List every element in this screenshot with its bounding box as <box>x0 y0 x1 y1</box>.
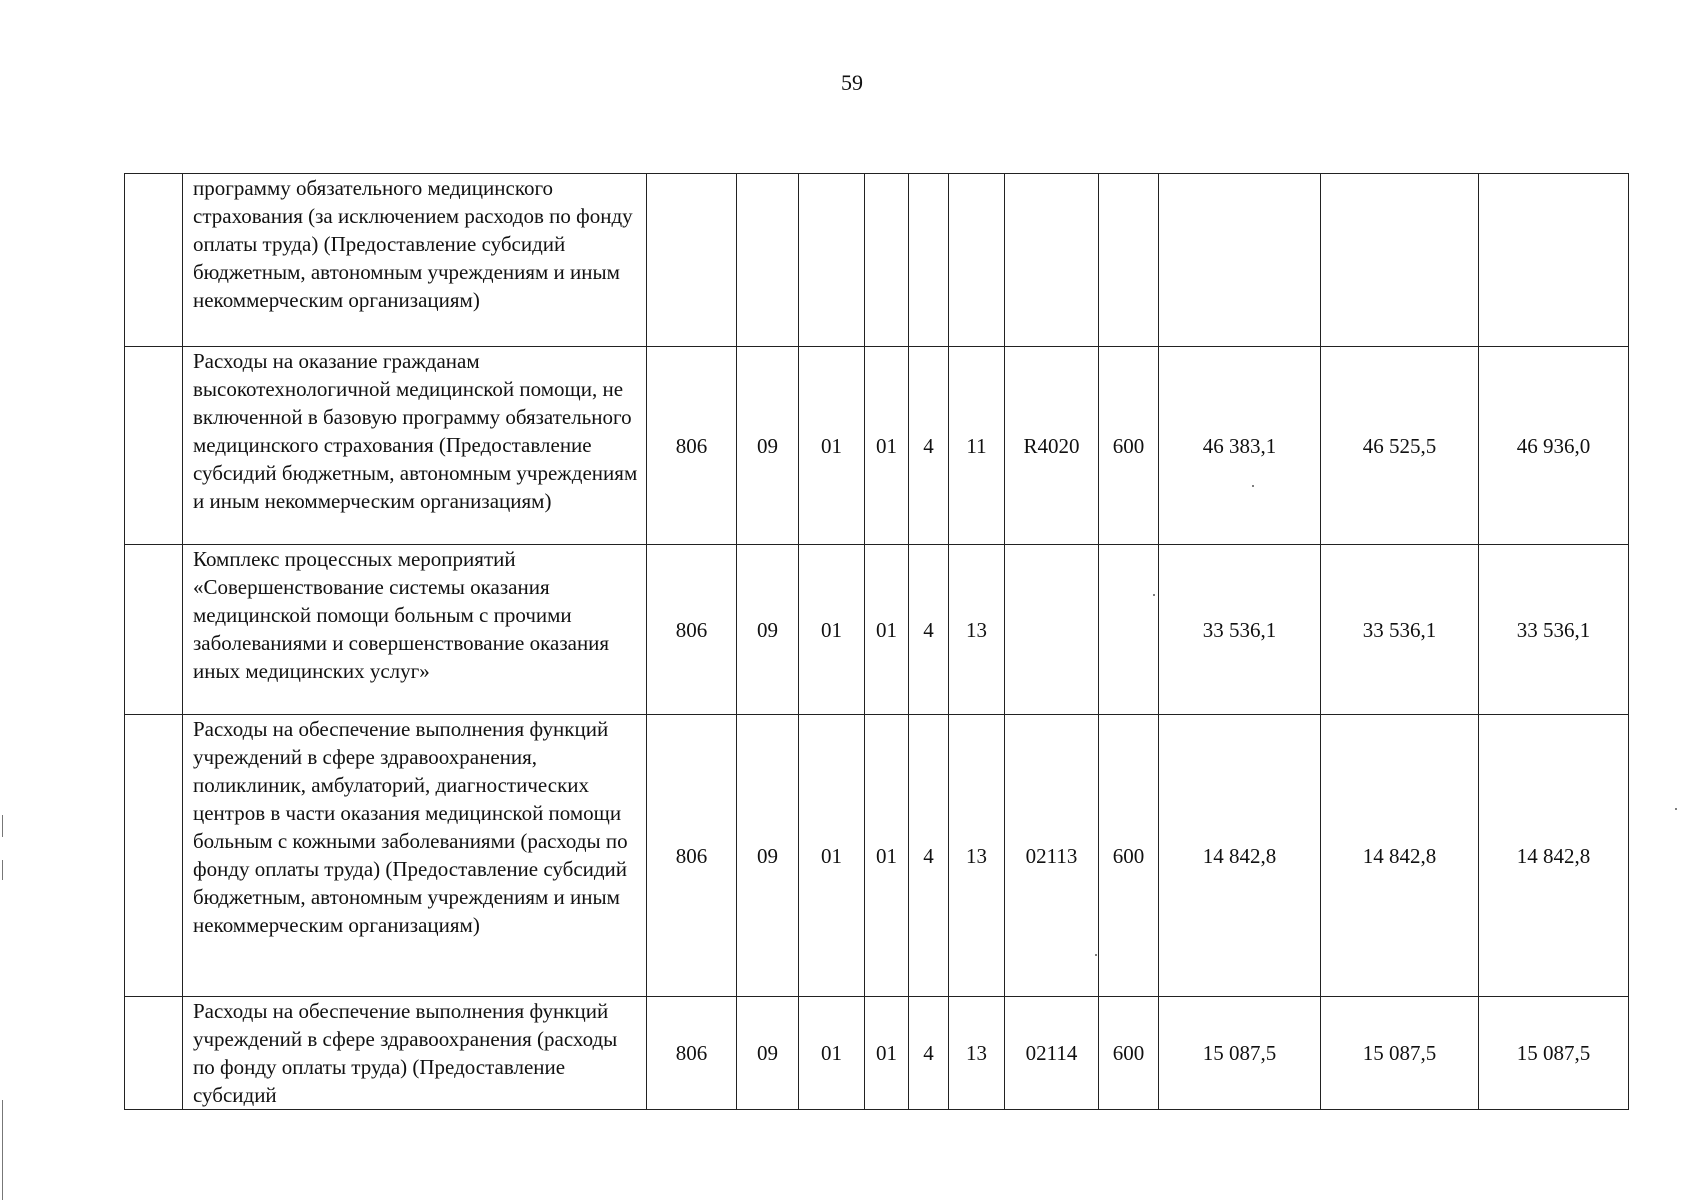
subsection-code-cell: 01 <box>799 715 865 997</box>
program-code-cell <box>865 174 909 347</box>
scan-speck <box>1252 485 1254 487</box>
budget-table <box>124 173 1629 1110</box>
row-index-cell <box>125 347 183 545</box>
program-code-cell: 01 <box>865 997 909 1110</box>
amount-year-1-cell <box>1159 174 1321 347</box>
direction-code-cell: 02114 <box>1005 997 1099 1110</box>
program-code-cell: 01 <box>865 715 909 997</box>
expense-type-code-cell <box>1099 545 1159 715</box>
left-margin-mark <box>2 860 3 880</box>
direction-code-cell: 02113 <box>1005 715 1099 997</box>
type-code-cell: 4 <box>909 997 949 1110</box>
expense-type-code-cell: 600 <box>1099 715 1159 997</box>
description-cell: программу обязательного медицинского страхования (за исключением расходов по фонду оплаты труда) (Предоставление субсидий бюджетным, автономным учреждениям и иным некоммерческим организациям) <box>183 174 647 347</box>
table-row <box>125 545 1629 715</box>
row-index-cell <box>125 997 183 1110</box>
program-code-cell: 01 <box>865 347 909 545</box>
row-index-cell <box>125 545 183 715</box>
activity-code-cell: 13 <box>949 715 1005 997</box>
scan-speck <box>1675 808 1677 810</box>
amount-year-3-cell: 15 087,5 <box>1479 997 1629 1110</box>
activity-code-cell: 13 <box>949 545 1005 715</box>
description-cell: Расходы на обеспечение выполнения функций учреждений в сфере здравоохранения, поликлиник, амбулаторий, диагностических центров в части оказания медицинской помощи больным с кожными заболеваниями (расходы по фонду оплаты труда) (Предоставление субсидий бюджетным, автономным учреждениям и иным некоммерческим организациям) <box>183 715 647 997</box>
subsection-code-cell: 01 <box>799 997 865 1110</box>
ministry-code-cell: 806 <box>647 997 737 1110</box>
amount-year-3-cell: 33 536,1 <box>1479 545 1629 715</box>
table-row <box>125 997 1629 1110</box>
row-index-cell <box>125 715 183 997</box>
amount-year-2-cell: 33 536,1 <box>1321 545 1479 715</box>
ministry-code-cell: 806 <box>647 715 737 997</box>
amount-year-1-cell: 15 087,5 <box>1159 997 1321 1110</box>
section-code-cell: 09 <box>737 347 799 545</box>
direction-code-cell <box>1005 174 1099 347</box>
program-code-cell: 01 <box>865 545 909 715</box>
description-cell: Расходы на обеспечение выполнения функций учреждений в сфере здравоохранения (расходы по фонду оплаты труда) (Предоставление субсидий <box>183 997 647 1110</box>
subsection-code-cell: 01 <box>799 347 865 545</box>
ministry-code-cell: 806 <box>647 347 737 545</box>
table-row <box>125 715 1629 997</box>
expense-type-code-cell: 600 <box>1099 347 1159 545</box>
type-code-cell: 4 <box>909 545 949 715</box>
section-code-cell: 09 <box>737 545 799 715</box>
direction-code-cell <box>1005 545 1099 715</box>
ministry-code-cell <box>647 174 737 347</box>
expense-type-code-cell: 600 <box>1099 997 1159 1110</box>
section-code-cell <box>737 174 799 347</box>
table-row <box>125 347 1629 545</box>
left-margin-mark <box>2 815 3 837</box>
type-code-cell <box>909 174 949 347</box>
left-margin-mark <box>2 1100 3 1200</box>
direction-code-cell: R4020 <box>1005 347 1099 545</box>
activity-code-cell: 13 <box>949 997 1005 1110</box>
amount-year-1-cell: 14 842,8 <box>1159 715 1321 997</box>
activity-code-cell <box>949 174 1005 347</box>
subsection-code-cell: 01 <box>799 545 865 715</box>
expense-type-code-cell <box>1099 174 1159 347</box>
amount-year-2-cell: 15 087,5 <box>1321 997 1479 1110</box>
amount-year-2-cell <box>1321 174 1479 347</box>
scan-speck <box>1095 954 1097 956</box>
amount-year-1-cell: 33 536,1 <box>1159 545 1321 715</box>
ministry-code-cell: 806 <box>647 545 737 715</box>
table-row <box>125 174 1629 347</box>
type-code-cell: 4 <box>909 347 949 545</box>
row-index-cell <box>125 174 183 347</box>
amount-year-3-cell <box>1479 174 1629 347</box>
amount-year-1-cell: 46 383,1 <box>1159 347 1321 545</box>
section-code-cell: 09 <box>737 715 799 997</box>
subsection-code-cell <box>799 174 865 347</box>
scan-speck <box>1153 594 1155 596</box>
type-code-cell: 4 <box>909 715 949 997</box>
amount-year-3-cell: 14 842,8 <box>1479 715 1629 997</box>
page-number: 59 <box>841 70 863 95</box>
section-code-cell: 09 <box>737 997 799 1110</box>
amount-year-2-cell: 46 525,5 <box>1321 347 1479 545</box>
description-cell: Расходы на оказание гражданам высокотехнологичной медицинской помощи, не включенной в базовую программу обязательного медицинского страхования (Предоставление субсидий бюджетным, автономным учреждениям и иным некоммерческим организациям) <box>183 347 647 545</box>
description-cell: Комплекс процессных мероприятий «Совершенствование системы оказания медицинской помощи больным с прочими заболеваниями и совершенствование оказания иных медицинских услуг» <box>183 545 647 715</box>
activity-code-cell: 11 <box>949 347 1005 545</box>
amount-year-2-cell: 14 842,8 <box>1321 715 1479 997</box>
amount-year-3-cell: 46 936,0 <box>1479 347 1629 545</box>
